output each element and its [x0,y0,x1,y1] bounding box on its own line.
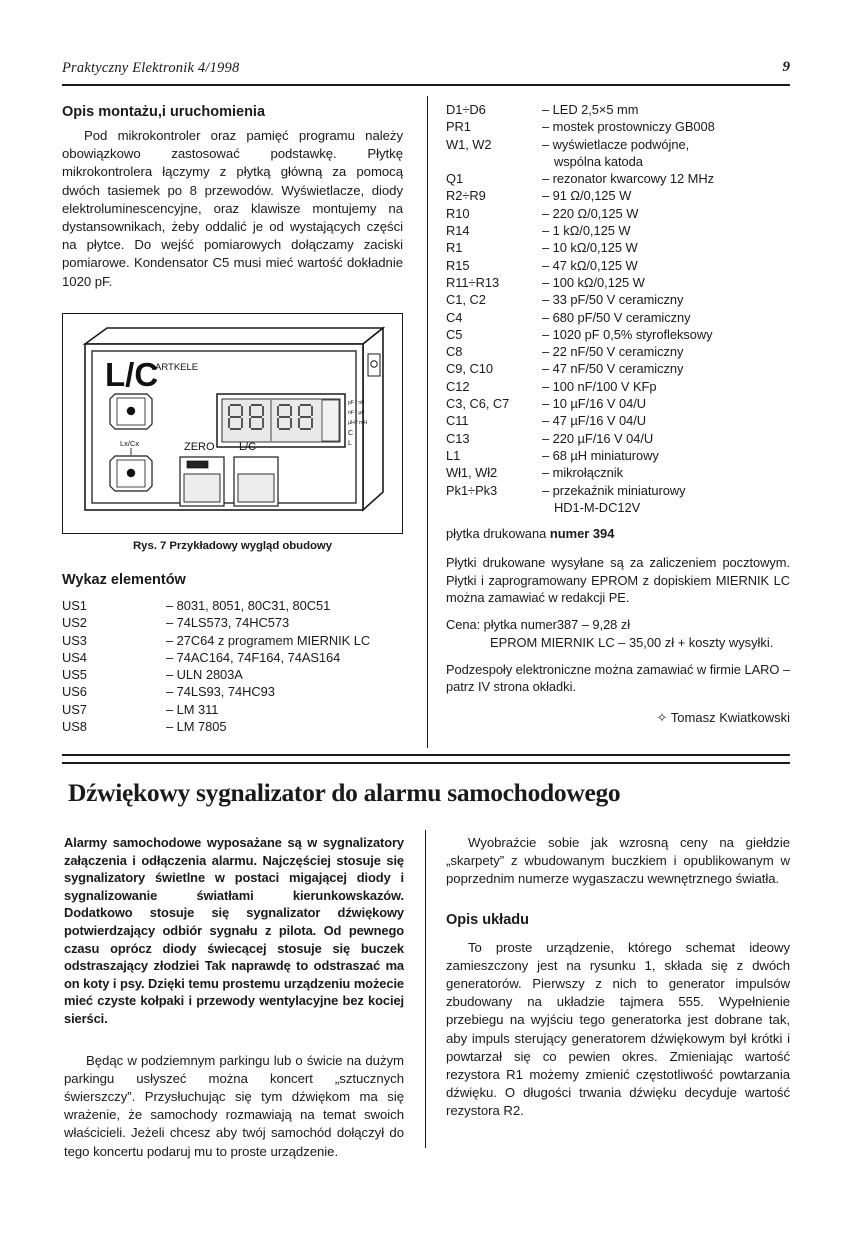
table-row [446,274,790,291]
table-row [446,447,790,464]
article2-lead-paragraph: Alarmy samochodowe wyposażane są w sygnalizatory załączenia i odłączenia alarmu. Najczęściej stosuje się sygnalizatory świetlne w postaci migającej diody i sygnalizowanie światłami kierunkowskazów. Dodatkowo stosuje się sygnalizator dźwiękowy potwierdzający odbiór sygnału z pilota. Od pewnego czasu oprócz diody świecącej stosuje się buczek odstraszający złodziei Tak naprawdę to odstraszać ma on koty i psy. Dzięki temu prostemu urządzeniu możecie mieć czyste kołpaki i przewody wentylacyjne bez kociej sierści. [64,835,404,1026]
part-value: – LM 7805 [166,719,227,735]
table-row [446,257,790,274]
part-ref: US5 [62,667,87,683]
table-row [446,343,790,360]
part-ref: US1 [62,598,87,613]
page-number: 9 [782,59,790,75]
part-ref: W1, W2 [446,136,492,152]
price-line-1: Cena: płytka numer387 – 9,28 zł [446,617,631,633]
part-value: – 33 pF/50 V ceramiczny [542,292,684,308]
article-separator-rule-top [62,754,790,756]
article2-title: Dźwiękowy sygnalizator do alarmu samochodowego [68,778,621,807]
part-ref: C11 [446,413,469,429]
part-value: – 74AC164, 74F164, 74AS164 [166,649,341,665]
table-row [446,291,790,308]
part-ref: Wł1, Wł2 [446,465,498,481]
part-ref: C4 [446,309,463,325]
device-terminal-label: Lx/Cx [120,439,140,448]
part-value: – 68 µH miniaturowy [542,447,659,463]
table-row [446,136,790,171]
part-value: – mikrołącznik [542,465,623,481]
part-ref: US6 [62,684,87,700]
part-ref: C13 [446,430,470,446]
part-ref: R10 [446,205,470,221]
parts-table-right [446,101,790,516]
table-row [62,632,403,649]
device-illustration [63,314,401,532]
figure-caption: Rys. 7 Przykładowy wygląd obudowy [132,540,332,552]
table-row [446,395,790,412]
part-value: – 220 µF/16 V 04/U [542,430,654,446]
part-ref: Pk1÷Pk3 [446,482,498,498]
part-ref: PR1 [446,119,471,135]
table-row [446,118,790,135]
device-display [217,394,345,447]
table-row [62,683,403,700]
table-row [62,666,403,683]
article-separator-rule-bottom [62,762,790,764]
article1-paragraph: Pod mikrokontroler oraz pamięć programu należy obowiązkowo zastosować podstawkę. Płytkę mikrokontrolera łączymy z płytką główną za pomocą dwóch tasiemek po 8 przewodów. Wyświetlacze, diody elektroluminescencyjne, oraz klawisze montujemy na dystansownikach, żeby oddalić je od wystających części na płytce. Do wejść pomiarowych dołączamy zaciski pomiarowe. Kondensator C5 musi mieć wartość dokładnie 1020 pF. [62,128,403,289]
part-ref: US8 [62,719,87,735]
part-value: – 74LS93, 74HC93 [166,684,275,700]
journal-title: Praktyczny Elektronik 4/1998 [62,60,240,76]
part-value: – ULN 2803A [166,667,243,683]
table-row [62,701,403,718]
table-row [62,649,403,666]
lc-button [234,457,278,506]
article1-right-column [446,101,790,726]
article1-section-heading: Opis montażu,i uruchomienia [62,104,266,120]
article1-left-column [62,104,403,300]
part-value: – 22 nF/50 V ceramiczny [542,344,684,360]
terminal-top [110,394,152,429]
part-ref: C3, C6, C7 [446,396,510,412]
part-ref: US2 [62,615,87,631]
part-ref: L1 [446,447,461,463]
part-ref: R2÷R9 [446,188,486,204]
part-ref: Q1 [446,171,464,187]
table-row [446,205,790,222]
svg-text:L: L [348,440,352,447]
parts-list-heading: Wykaz elementów [62,572,186,588]
part-ref: US3 [62,632,87,648]
part-value: – wyświetlacze podwójne, [542,136,690,152]
part-ref: C12 [446,378,470,394]
part-ref: US4 [62,649,87,665]
table-row [446,464,790,481]
part-value: – 47 nF/50 V ceramiczny [542,361,684,377]
figure-device-enclosure [62,313,403,534]
header-rule [62,84,790,86]
table-row [446,430,790,447]
svg-text:nF / µF: nF / µF [348,410,365,416]
part-value: – 91 Ω/0,125 W [542,188,632,204]
part-value: – 74LS573, 74HC573 [166,615,290,631]
part-value: – 47 kΩ/0,125 W [542,257,638,273]
table-row [62,614,403,631]
article2-right-column [446,834,790,1130]
author-signature: ✧ Tomasz Kwiatkowski [656,709,790,725]
part-ref: R15 [446,257,470,273]
parts-list-left [62,572,403,735]
table-row [446,309,790,326]
article2-section-heading: Opis układu [446,911,529,928]
part-value: – 10 µF/16 V 04/U [542,396,647,412]
column-divider-article1 [427,96,428,748]
table-row [446,412,790,429]
part-value: – 100 kΩ/0,125 W [542,274,645,290]
pcb-number: numer 394 [549,526,615,542]
table-row [446,326,790,343]
column-divider-article2 [425,830,426,1148]
table-row [446,482,790,517]
part-ref: R1 [446,240,463,256]
device-brand-sub: ARTKELE [155,362,199,373]
zero-button-label: ZERO [184,441,215,453]
table-row [62,718,403,735]
part-value-cont: wspólna katoda [554,153,643,169]
part-value: – 10 kΩ/0,125 W [542,240,638,256]
part-value-cont: HD1-M-DC12V [554,499,641,515]
article2-left-paragraph: Będąc w podziemnym parkingu lub o świcie na dużym parkingu usłyszeć można koncert „sztucznych świerszczy”. Przysłuchując się tym dźwiękom ma się wrażenie, że samochody rozmawiają na temat swoich właścicieli. Jeżeli chcesz aby twój samochód dołączył do tego koncertu podaruj mu to proste urządzenie. [64,1052,404,1159]
table-row [446,187,790,204]
device-brand-label: L/C [105,356,159,393]
part-ref: R11÷R13 [446,274,500,290]
part-ref: C8 [446,344,463,360]
table-row [62,597,403,614]
table-row [446,360,790,377]
supplier-note: Podzespoły elektroniczne można zamawiać w firmie LARO – patrz IV strona okładki. [446,661,791,695]
order-note: Płytki drukowane wysyłane są za zaliczeniem pocztowym. Płytki i zaprogramowany EPROM z dopiskiem MIERNIK LC można zamawiać w redakcji PE. [446,555,790,606]
pcb-board-line [446,525,790,542]
table-row [446,239,790,256]
svg-text:µH / mH: µH / mH [348,420,368,426]
price-line-2: EPROM MIERNIK LC – 35,00 zł + koszty wysyłki. [490,634,774,650]
part-value: – 27C64 z programem MIERNIK LC [166,632,371,648]
part-value: – 47 µF/16 V 04/U [542,413,647,429]
terminal-bottom [110,456,152,491]
article2-left-column [64,834,404,1170]
part-value: – 100 nF/100 V KFp [542,378,657,394]
table-row [446,378,790,395]
running-head [62,60,790,86]
zero-button [180,457,224,506]
table-row [446,222,790,239]
pcb-prefix: płytka drukowana [446,526,550,542]
svg-text:pF / nF: pF / nF [348,400,365,406]
part-ref: US7 [62,701,87,717]
table-row [446,170,790,187]
article2-right-paragraph-1: Wyobraźcie sobie jak wzrosną ceny na giełdzie „skarpety” z wbudowanym buczkiem i opublikowanym w poprzednim numerze wygaszaczu wewnętrznego światła. [446,835,790,887]
part-value: – 220 Ω/0,125 W [542,205,639,221]
part-ref: C5 [446,326,463,342]
part-value: – LM 311 [166,701,219,717]
table-row [446,101,790,118]
part-ref: C1, C2 [446,292,486,308]
side-connector [368,354,380,376]
part-value: – 680 pF/50 V ceramiczny [542,309,691,325]
lc-button-label: L/C [239,441,257,453]
parts-table-left [62,597,403,735]
part-value: – 1020 pF 0,5% styrofleksowy [542,326,713,342]
part-value: – rezonator kwarcowy 12 MHz [542,171,715,187]
article2-right-paragraph-2: To proste urządzenie, którego schemat ideowy zamieszczony jest na rysunku 1, składa się z dwóch generatorów. Pierwszy z nich to generator impulsów zbudowany na układzie tajmera 555. Wypełnienie przebiegu na wyjściu tego generatorka jest dobrane tak, aby impuls sterujący generatorem dźwiękowym był krótki i powtarzał się co pewien okres. Zmieniając wartość rezystora R1 możemy zmienić częstotliwość powtarzania dźwięku. O długości trwania dźwięku decyduje wartość rezystora R2. [446,939,790,1119]
part-value: – mostek prostowniczy GB008 [542,119,715,135]
part-ref: R14 [446,223,470,239]
svg-text:C: C [348,430,354,437]
part-value: – LED 2,5×5 mm [542,102,639,117]
part-value: – przekaźnik miniaturowy [542,482,686,498]
part-ref: C9, C10 [446,361,493,377]
part-value: – 8031, 8051, 80C31, 80C51 [166,598,331,613]
part-ref: D1÷D6 [446,102,486,117]
part-value: – 1 kΩ/0,125 W [542,223,631,239]
